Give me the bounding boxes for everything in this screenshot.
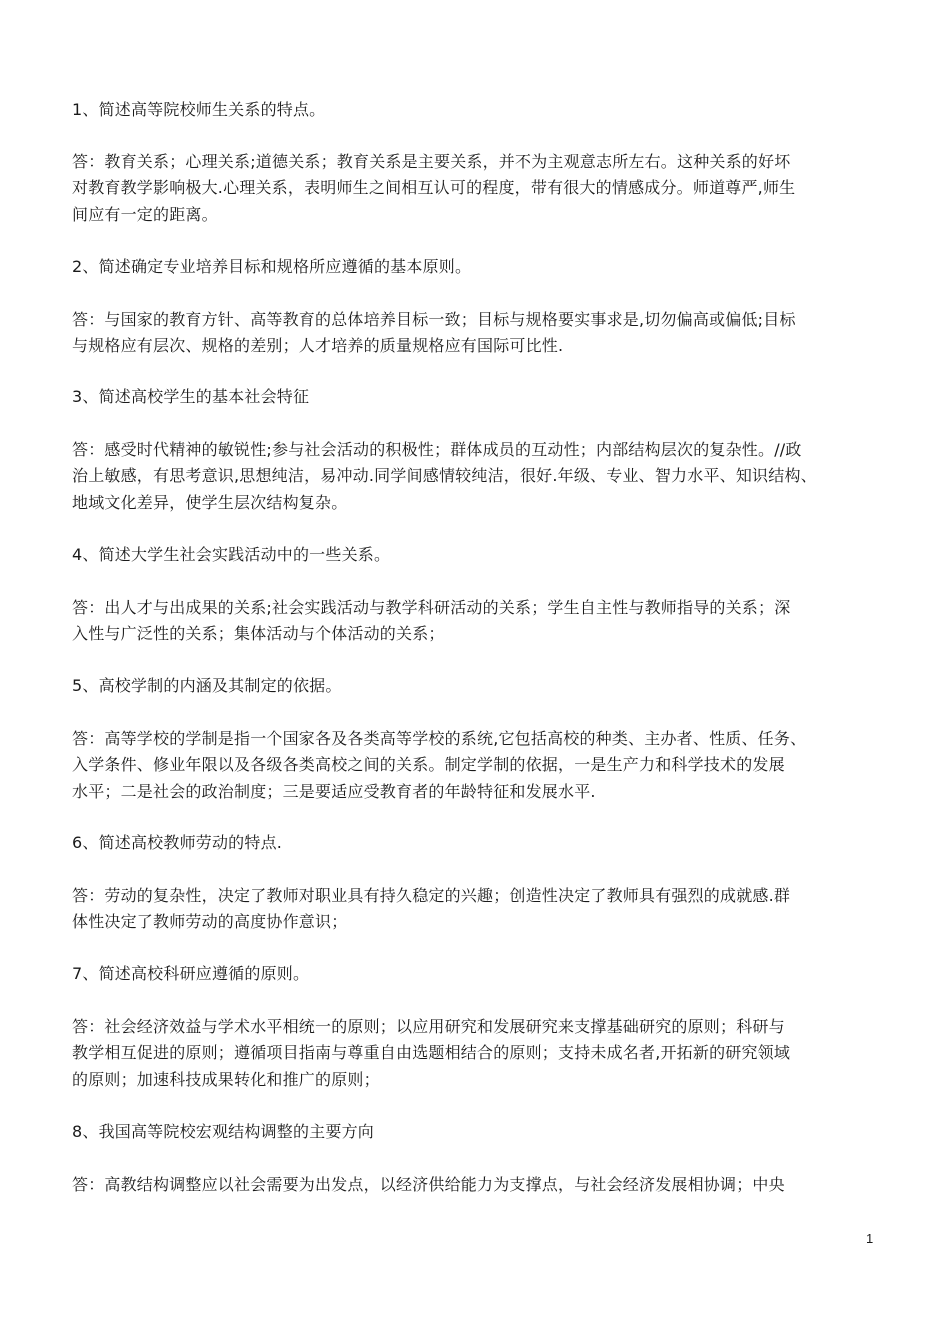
answer-3-line-1: 答：感受时代精神的敏锐性;参与社会活动的积极性；群体成员的互动性；内部结构层次的复杂性。//政 [72, 440, 802, 459]
answer-7-line-2: 教学相互促进的原则；遵循项目指南与尊重自由选题相结合的原则；支持未成名者,开拓新的研究领域 [72, 1043, 791, 1062]
answer-3-line-2: 治上敏感，有思考意识,思想纯洁，易冲动.同学间感情较纯洁，很好.年级、专业、智力水平、知识结构、 [72, 466, 817, 485]
answer-5-line-2: 入学条件、修业年限以及各级各类高校之间的关系。制定学制的依据，一是生产力和科学技术的发展 [72, 755, 785, 774]
question-3: 3、简述高校学生的基本社会特征 [72, 387, 310, 406]
answer-2-line-2: 与规格应有层次、规格的差别；人才培养的质量规格应有国际可比性. [72, 336, 564, 355]
question-4: 4、简述大学生社会实践活动中的一些关系。 [72, 545, 391, 564]
answer-7-line-1: 答：社会经济效益与学术水平相统一的原则；以应用研究和发展研究来支撑基础研究的原则；科研与 [72, 1017, 785, 1036]
answer-1-line-3: 间应有一定的距离。 [72, 205, 218, 224]
question-1: 1、简述高等院校师生关系的特点。 [72, 100, 326, 119]
answer-7-line-3: 的原则；加速科技成果转化和推广的原则； [72, 1070, 380, 1089]
answer-3-line-3: 地域文化差异，使学生层次结构复杂。 [72, 493, 348, 512]
question-5: 5、高校学制的内涵及其制定的依据。 [72, 676, 342, 695]
answer-4-line-1: 答：出人才与出成果的关系;社会实践活动与教学科研活动的关系；学生自主性与教师指导的关系；深 [72, 598, 791, 617]
answer-4-line-2: 入性与广泛性的关系；集体活动与个体活动的关系； [72, 624, 445, 643]
answer-1-line-2: 对教育教学影响极大.心理关系，表明师生之间相互认可的程度，带有很大的情感成分。师道尊严,师生 [72, 178, 796, 197]
question-2: 2、简述确定专业培养目标和规格所应遵循的基本原则。 [72, 257, 472, 276]
answer-5-line-1: 答：高等学校的学制是指一个国家各及各类高等学校的系统,它包括高校的种类、主办者、性质、任务、 [72, 729, 807, 748]
answer-6-line-1: 答：劳动的复杂性，决定了教师对职业具有持久稳定的兴趣；创造性决定了教师具有强烈的成就感.群 [72, 886, 791, 905]
answer-5-line-3: 水平；二是社会的政治制度；三是要适应受教育者的年龄特征和发展水平. [72, 782, 596, 801]
question-6: 6、简述高校教师劳动的特点. [72, 833, 283, 852]
question-7: 7、简述高校科研应遵循的原则。 [72, 964, 310, 983]
page-number: 1 [866, 1231, 874, 1246]
answer-6-line-2: 体性决定了教师劳动的高度协作意识； [72, 912, 348, 931]
question-8: 8、我国高等院校宏观结构调整的主要方向 [72, 1122, 374, 1141]
answer-2-line-1: 答：与国家的教育方针、高等教育的总体培养目标一致；目标与规格要实事求是,切勿偏高或偏低;目标 [72, 310, 796, 329]
answer-8-line-1: 答：高教结构调整应以社会需要为出发点，以经济供给能力为支撑点，与社会经济发展相协调；中央 [72, 1175, 785, 1194]
answer-1-line-1: 答：教育关系；心理关系;道德关系；教育关系是主要关系，并不为主观意志所左右。这种关系的好坏 [72, 152, 791, 171]
